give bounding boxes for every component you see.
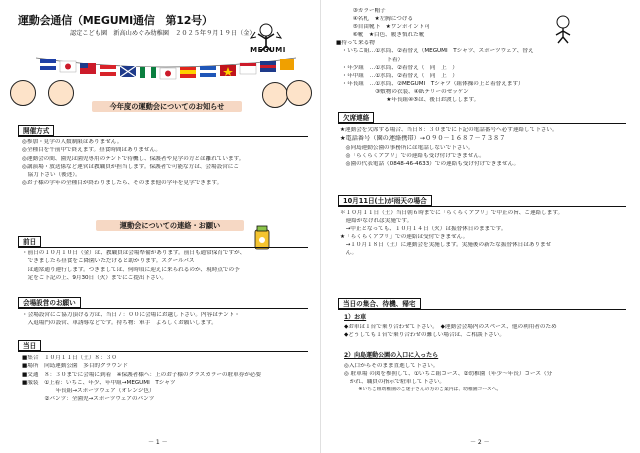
- section-heading-gathering: 当日の集合、待機、帰宅: [338, 298, 421, 309]
- list-item: 入退場門の設営、車誘導などです。持ち物：軍手 よろしくお願いします。: [22, 320, 217, 327]
- list-item: ・年長組 …①水筒、②MEGUMI Tシャツ（組体操の上と着替えます）: [336, 80, 524, 87]
- page-number-2: － 2 －: [470, 439, 490, 447]
- section-rule: [338, 123, 626, 124]
- list-item: ■服装 ①上着：いちご、年少、年中組→MEGUMI Tシャツ: [22, 379, 176, 386]
- list-item: ＊１０月１１日（土）当日朝６時までに「らくらくアプリ」で中止の旨、ご連絡します。: [340, 210, 564, 216]
- list-item: ・前日の１０月１０日（金）は、教職員は会場準備があります。前日も通常保育ですが、: [22, 250, 246, 256]
- list-item: ・会場設営にご協力頂ける方は、当日７：００に会場にお越し下さい。内容はテント・: [22, 312, 240, 318]
- notice-banner: 運動会についての連絡・お願い: [96, 220, 244, 231]
- section-rule: [18, 136, 308, 137]
- setsuei-list: [22, 312, 314, 329]
- list-item: ◎入口からそのまま直進して下さい。: [344, 363, 439, 369]
- list-item: →中止となっても、１０月１４日（火）は振替休日のままです。: [340, 226, 507, 233]
- list-item: ■交通 ８：３０までに会場に到着 ※保護者様へ：上のお子様のクラスカラーの駐車券が必要: [22, 371, 262, 378]
- list-item: 協力下さい（後述）。: [22, 172, 81, 179]
- list-item: ◎講演場・放送係など運営は教職員が担当します。保護者で可能な方は、会場設営にご: [22, 163, 239, 170]
- zenjitsu-list: [22, 250, 314, 283]
- list-item: 連絡がなければ実施です。: [340, 218, 413, 225]
- list-item: ③カラー帽子: [336, 8, 386, 14]
- logo-text: MEGUMI: [250, 46, 286, 54]
- subheading-car: 1）お車: [344, 314, 367, 321]
- section-heading-zenjitsu: 前日: [18, 236, 41, 247]
- list-item: ・年少組 …①水筒、②着替え（ 同 上 ）: [336, 64, 458, 71]
- list-item: 下着）: [336, 56, 404, 63]
- child-face-icon: [262, 82, 288, 108]
- announcement-banner: 今年度の運動会についてのお知らせ: [92, 101, 242, 112]
- list-item: ★運動会を欠席する場合、当日８：３０までに下記の電話番号へ必ず連絡して下さい。: [340, 127, 558, 133]
- list-item: ◎全種目を午前中で終えます。昼食時間はありません。: [22, 147, 162, 154]
- list-item: ・いちご組…①水筒、②着替え（MEGUMI Tシャツ、スポーツウェア、替え: [336, 48, 534, 55]
- page-number-1: － 1 －: [148, 439, 168, 447]
- list-item: ・年中組 …①水筒、②着替え（ 同 上 ）: [336, 72, 458, 79]
- toujitsu-list: [22, 355, 314, 405]
- kesseki-list: [340, 127, 630, 169]
- list-item: 定をご下記の上、9月30日（火）までにご提出下さい。: [22, 274, 167, 281]
- child-mascot-icon: [548, 14, 578, 44]
- section-rule: [18, 247, 308, 248]
- section-heading-rain: 10月11日(土)が雨天の場合: [338, 195, 432, 206]
- list-item: ④名札 ★左胸につける: [336, 16, 414, 23]
- child-face-icon: [48, 80, 74, 106]
- list-item: ⑥靴 ★白色、履き慣れた靴: [336, 32, 425, 39]
- list-item: 年長組→スポーツウェア（オレンジ色）: [22, 388, 155, 395]
- school-date-line: 認定こども園 新高山めぐみ幼稚園 ２０２５年９月１９日（金）: [70, 30, 256, 38]
- rain-list: [340, 210, 630, 259]
- section-heading-kesseki: 欠席連絡: [338, 112, 374, 123]
- newsletter-title: 運動会通信（MEGUMI通信 第12号）: [18, 14, 213, 27]
- list-item: かれ、職員の指示で駐車して下さい。: [344, 379, 446, 386]
- section-rule: [18, 308, 308, 309]
- list-item: ◎「らくらくアプリ」での連絡も受け付けできません。: [340, 153, 485, 160]
- list-item: ◆お車は１台で乗り合わせて下さい。 ◆運動会会場内のスペース、他の利用者のため: [344, 324, 557, 330]
- section-heading-kaisai: 開催方式: [18, 125, 54, 136]
- section-heading-setsuei: 会場設営のお願い: [18, 297, 81, 308]
- list-item: できましたら昼食をご降園いただけると助かります。スクールバス: [22, 258, 195, 265]
- kaisai-list: [22, 139, 312, 189]
- list-item: ◎ 駐車場 の図を参照して、①いちご組コース、②幼稚園（年少～年長）コース（分: [344, 371, 553, 378]
- list-item: ■集合 １０月１１日（土）８：３０: [22, 355, 117, 361]
- list-item: ★年長組④⑤は、後日お渡しします。: [336, 97, 480, 104]
- list-item: ◆どうしても１台で乗り合わせの難しい場合は、ご相談下さい。: [344, 332, 505, 339]
- list-item: →１０月１８日（土）に運動会を実施します。実施後の新たな振替休日はありませ: [340, 242, 552, 249]
- belongings-list: [336, 8, 626, 105]
- list-item: ◎運動会の間、園児は園児専用のテントで待機し、保護者や見学の方とは離れています。: [22, 155, 245, 162]
- list-item: は通常通り運行します。つきましては、何時頃に迎えに来られるのか、現時点での予: [22, 266, 240, 273]
- section-rule: [338, 206, 626, 207]
- list-item: ■持って来る物: [336, 40, 375, 47]
- phone-number-line: ★電話番号（園の連絡携帯）→０９０－１６８７－７３８７: [340, 135, 506, 143]
- list-item: ⑤自由靴下 ★ワンポイント可: [336, 24, 430, 31]
- list-item: ③敷物の衣装、④紙テリーのゼッケン: [336, 88, 469, 95]
- entrance-list: [344, 363, 630, 395]
- child-face-icon: [10, 80, 36, 106]
- megumi-logo: [236, 22, 300, 58]
- list-item: ◎向島運動公園の事務所には電話しないで下さい。: [340, 145, 474, 152]
- list-item: ★「らくらくアプリ」での連絡は受付できません。: [340, 234, 469, 241]
- list-item: ■場所 向島運動公園 多目的グラウンド: [22, 363, 128, 370]
- car-list: [344, 324, 630, 340]
- child-face-icon: [286, 80, 312, 106]
- section-rule: [18, 351, 308, 352]
- subheading-entrance: 2）向島運動公園の入口に入ったら: [344, 352, 439, 359]
- list-item: ん。: [340, 250, 358, 257]
- list-item: ◎参加・見学の人数制限はありません。: [22, 139, 123, 145]
- page-divider: [320, 0, 321, 453]
- list-item: ②パンツ：全園児→スポーツウェアのパンツ: [22, 396, 155, 403]
- section-rule: [338, 309, 626, 310]
- flag-garland-icon: [36, 54, 296, 90]
- list-item: ※いちご組幼稚園のご迷子さんの方のご案内は、幼稚園コースへ。: [344, 387, 502, 393]
- section-heading-toujitsu: 当日: [18, 340, 41, 351]
- list-item: ◎園の代表電話（0848-46-4633）での連絡も受け付けできません。: [340, 161, 520, 168]
- list-item: ◎お子様の学年の全種目が終わりましたら、そのまま他の学年を見学できます。: [22, 180, 223, 187]
